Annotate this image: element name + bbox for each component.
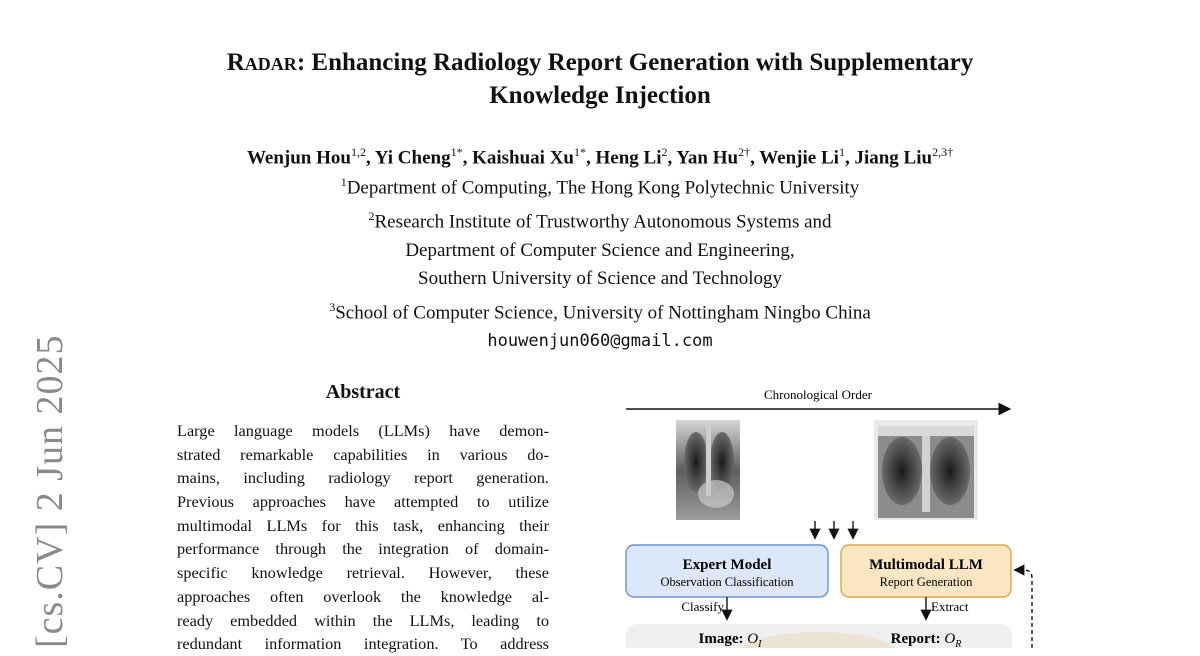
author-affil-mark: 1,2 <box>350 145 366 159</box>
abstract-line: multimodal LLMs for this task, enhancing their <box>177 515 549 535</box>
expert-model-title: Expert Model <box>682 557 772 573</box>
xray-image-current <box>874 420 978 520</box>
xray-image-prior <box>676 420 740 520</box>
abstract-heading: Abstract <box>325 381 401 403</box>
abstract-body <box>177 419 549 656</box>
abstract-line: mains, including radiology report generation. <box>177 468 549 488</box>
author-name: Wenjun Hou <box>246 147 351 169</box>
title-line-1 <box>0 46 1200 79</box>
abstract-line: Previous approaches have attempted to utilize <box>177 492 549 512</box>
arxiv-stamp: [cs.CV] 2 Jun 2025 <box>29 334 71 648</box>
author-affil-mark: 2† <box>738 145 751 159</box>
author-name: Wenjie Li <box>759 147 839 169</box>
email[interactable]: houwenjun060@gmail.com <box>487 330 713 351</box>
affiliation-list <box>0 168 1200 355</box>
title-rest: : Enhancing Radiology Report Generation with Supplementary <box>296 49 974 76</box>
timeline-label: Chronological Order <box>764 387 872 402</box>
affiliation-line: Southern University of Science and Technology <box>418 267 782 289</box>
abstract-line: specific knowledge retrieval. However, these <box>177 563 549 583</box>
author-name: Jiang Liu <box>854 147 933 169</box>
extract-label: Extract <box>931 599 969 614</box>
report-observation-label: Report: $O_R$ <box>890 631 962 648</box>
abstract-line: strated remarkable capabilities in various do- <box>177 444 549 464</box>
author-affil-mark: 2,3† <box>932 145 954 159</box>
abstract-line: redundant information integration. To address <box>177 634 549 654</box>
classify-label: Classify <box>681 599 724 614</box>
image-observation-label: Image: $O_I$ <box>698 631 762 648</box>
expert-model-subtitle: Observation Classification <box>660 575 794 589</box>
llm-subtitle: Report Generation <box>879 575 973 589</box>
author-affil-mark: 1* <box>574 145 586 159</box>
title-smallcaps: Radar <box>226 49 297 76</box>
affiliation-line: $^1$Department of Computing, The Hong Kong Polytechnic University <box>340 175 860 199</box>
overview-figure <box>600 376 1040 648</box>
author-affil-mark: 2 <box>661 145 668 159</box>
author-name: Yan Hu <box>676 147 739 169</box>
author-list: Wenjun Hou$^{1,2}$, Yi Cheng$^{1*}$, Kaishuai $Xu^{1*}$, Heng Li$^2$, Yan $Hu^{2\dagger}$, Wenjie Li$^1$, Jiang Liu$^{2,3\dagger}$ <box>246 145 954 169</box>
llm-title: Multimodal LLM <box>869 557 983 573</box>
abstract-line: Large language models (LLMs) have demon- <box>177 421 549 440</box>
affiliation-line: Department of Computer Science and Engineering, <box>405 239 795 261</box>
abstract-line: ready embedded within the LLMs, leading to <box>177 610 549 630</box>
author-affil-mark: 1 <box>838 145 845 159</box>
abstract-line: performance through the integration of domain- <box>177 539 549 559</box>
title-line-2: Knowledge Injection <box>489 82 711 109</box>
expert-model-box <box>626 545 828 597</box>
author-name: Yi Cheng <box>374 147 451 169</box>
abstract-line: approaches often overlook the knowledge al- <box>177 586 549 606</box>
affiliation-line: $^2$Research Institute of Trustworthy Autonomous Systems and <box>368 209 832 233</box>
feedback-arrow <box>1016 570 1032 648</box>
author-affil-mark: 1* <box>450 145 463 159</box>
multimodal-llm-box <box>841 545 1011 597</box>
author-name: Kaishuai Xu <box>472 147 574 169</box>
affiliation-line: $^3$School of Computer Science, University of Nottingham Ningbo China <box>329 299 871 323</box>
paper-title <box>0 46 1200 112</box>
author-name: Heng Li <box>595 147 662 169</box>
